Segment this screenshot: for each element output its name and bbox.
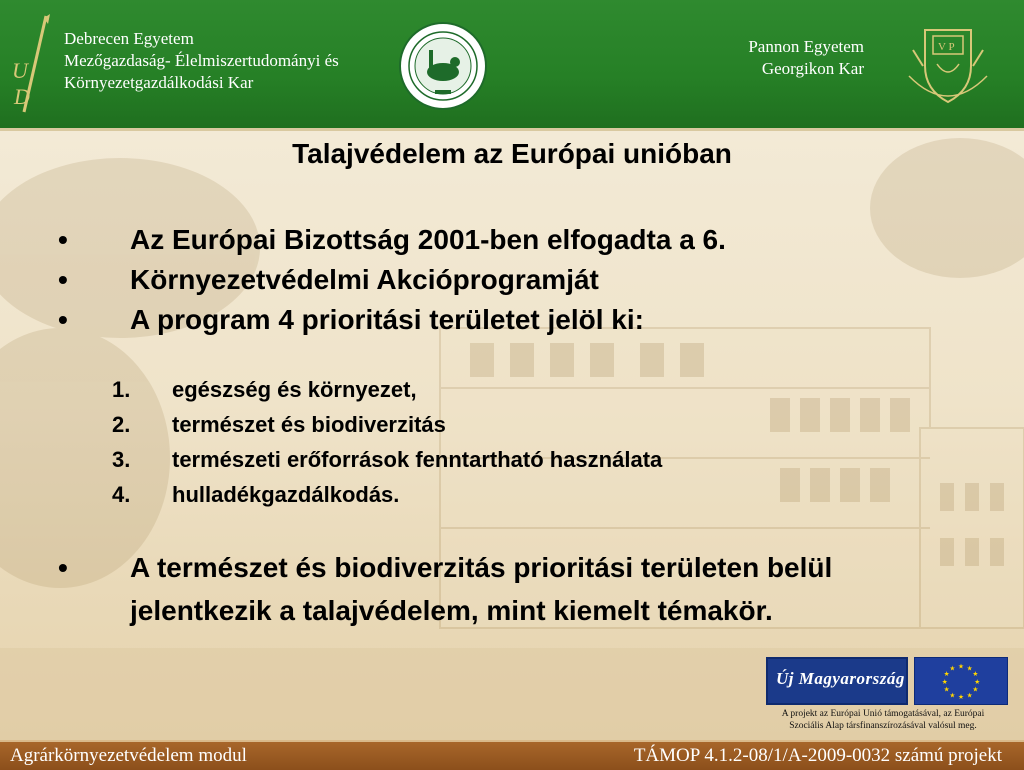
right-institution-line-2: Georgikon Kar [761, 59, 864, 78]
svg-text:★: ★ [966, 691, 973, 700]
priority-text: természeti erőforrások fenntartható használata [172, 447, 663, 472]
priority-number: 4. [112, 482, 131, 507]
bullet-dot: • [58, 264, 68, 295]
priority-item [112, 372, 912, 407]
svg-text:★: ★ [943, 670, 950, 679]
closing-bullet [58, 552, 958, 628]
priority-number: 3. [112, 447, 131, 472]
footer-bar [0, 740, 1024, 770]
priority-text: egészség és környezet, [172, 377, 417, 402]
right-institution-name [748, 36, 864, 80]
bullet-item [58, 220, 958, 260]
debrecen-seal-icon [399, 22, 487, 110]
left-institution-line-2: Mezőgazdaság- Élelmiszertudományi és [64, 51, 339, 70]
footer-project-id: TÁMOP 4.1.2-08/1/A-2009-0032 számú projekt [633, 745, 1002, 766]
left-institution-name [64, 28, 339, 94]
svg-text:★: ★ [949, 664, 956, 673]
bullet-text: Az Európai Bizottság 2001-ben elfogadta a 6. [130, 224, 726, 255]
priority-text: természet és biodiverzitás [172, 412, 446, 437]
eu-funding-note [752, 708, 1014, 732]
bullet-dot: • [58, 304, 68, 335]
bullet-item [58, 552, 958, 584]
bullet-dot: • [58, 552, 68, 583]
eu-note-line-1: A projekt az Európai Unió támogatásával, az Európai [781, 709, 985, 719]
bullet-dot: • [58, 224, 68, 255]
svg-text:★: ★ [958, 662, 964, 671]
bullet-list [58, 220, 958, 340]
eu-note-line-2: Szociális Alap társfinanszírozásával valósul meg. [789, 721, 977, 731]
bullet-continuation: jelentkezik a talajvédelem, mint kiemelt témakör. [130, 595, 773, 626]
svg-text:★: ★ [972, 670, 979, 679]
header-banner [0, 0, 1024, 131]
svg-text:★: ★ [958, 693, 964, 702]
bullet-text: A természet és biodiverzitás prioritási területen belül [130, 552, 833, 583]
svg-text:★: ★ [949, 691, 956, 700]
svg-text:U: U [12, 58, 28, 83]
svg-text:★: ★ [972, 685, 979, 694]
left-institution-line-1: Debrecen Egyetem [64, 29, 194, 48]
right-institution-line-1: Pannon Egyetem [748, 37, 864, 56]
left-institution-line-3: Környezetgazdálkodási Kar [64, 73, 254, 92]
priority-item [112, 407, 912, 442]
uj-magyarorszag-logo [766, 657, 908, 705]
svg-text:D: D [14, 84, 30, 109]
priority-item [112, 442, 912, 477]
priority-number: 1. [112, 377, 131, 402]
priority-list [112, 372, 912, 512]
pannon-shield-icon [903, 20, 993, 110]
ud-logo-icon [8, 12, 52, 118]
eu-flag-icon [914, 657, 1008, 705]
svg-text:★: ★ [974, 677, 981, 686]
priority-number: 2. [112, 412, 131, 437]
svg-text:★: ★ [966, 664, 973, 673]
slide-title: Talajvédelem az Európai unióban [292, 138, 732, 169]
bullet-item [58, 260, 958, 300]
svg-text:V P: V P [938, 41, 955, 53]
bullet-text: Környezetvédelmi Akcióprogramját [130, 264, 599, 295]
svg-text:★: ★ [943, 685, 950, 694]
priority-text: hulladékgazdálkodás. [172, 482, 400, 507]
svg-text:★: ★ [941, 677, 948, 686]
footer-module-name: Agrárkörnyezetvédelem modul [10, 745, 247, 766]
priority-item [112, 477, 912, 512]
bullet-text: A program 4 prioritási területet jelöl ki: [130, 304, 644, 335]
uj-magyarorszag-text: Új Magyarország [776, 669, 905, 688]
bullet-item [58, 300, 958, 340]
